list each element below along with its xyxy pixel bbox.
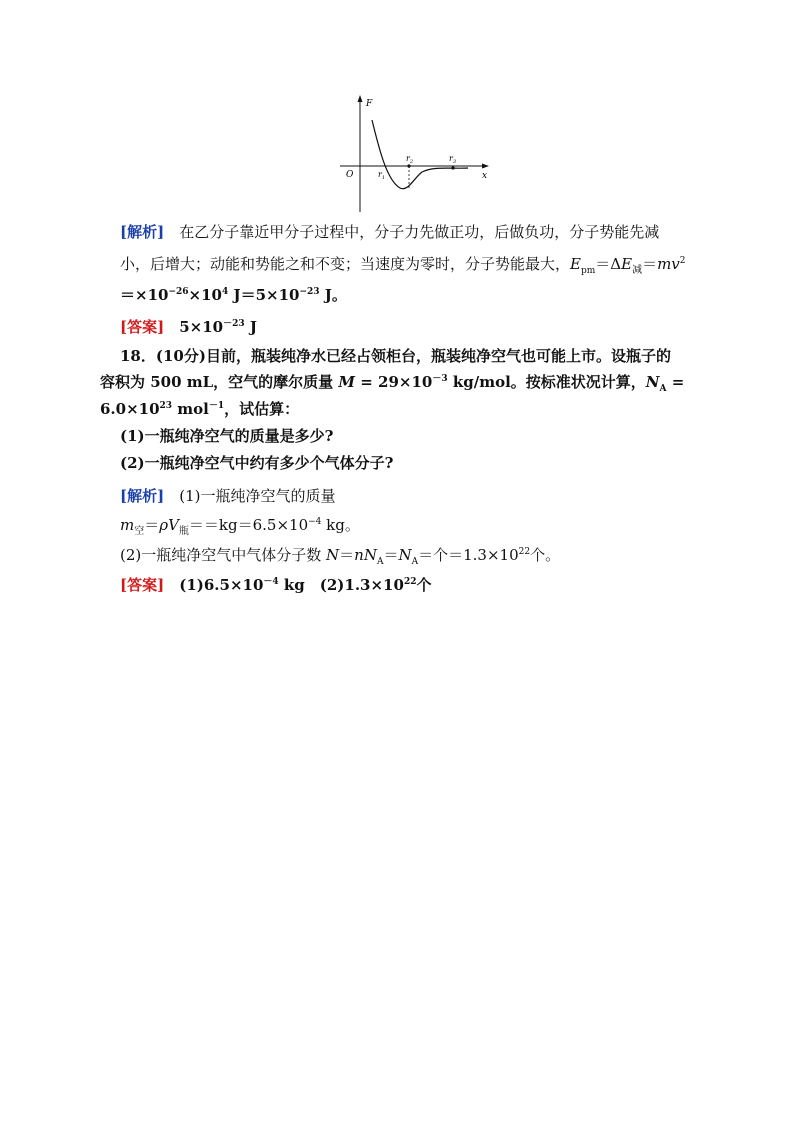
analysis2-line3: (2)一瓶纯净空气中气体分子数 $N=nN_A=N_A=$个$=1.3\times 10^{22}$个。 xyxy=(120,546,561,567)
answer2-line: [答案] $(1)6.5\times 10^{-4}$ kg $(2)1.3\times 10^{22}$个 xyxy=(120,576,432,594)
x-axis-label: x xyxy=(482,171,488,181)
q18-line1: 18．(10分)目前，瓶装纯净水已经占领柜台，瓶装纯净空气也可能上市。设瓶子的 xyxy=(120,347,671,365)
q18-subquestion-1: (1)一瓶纯净空气的质量是多少? xyxy=(120,427,334,445)
answer1-line: [答案] $5\times 10^{-23}$ J xyxy=(120,318,257,336)
force-curve xyxy=(372,120,468,189)
q18-line3: $6.0\times 10^{23}$ mol$^{-1}$，试估算： xyxy=(100,400,300,418)
analysis2-line2: $m_空=\rho V_瓶==kg=6.5\times 10^{-4}$ kg。 xyxy=(120,516,360,537)
force-distance-graph xyxy=(336,92,496,214)
r3-label: $r_3$ xyxy=(449,154,457,165)
analysis1-line2: 小，后增大；动能和势能之和不变；当速度为零时，分子势能最大，$E_{pm}=\Delta E_减=mv^2$ xyxy=(120,255,686,276)
r1-label: $r_1$ xyxy=(378,170,386,181)
answer-tag: [答案] xyxy=(120,576,165,594)
q18-line2: 容积为 500 mL，空气的摩尔质量 $M = 29\times 10^{-3}$ kg/mol。按标准状况计算，$N_A$ = xyxy=(100,373,685,394)
y-axis-arrow-icon xyxy=(358,95,363,102)
r2-label: $r_2$ xyxy=(406,154,414,165)
answer-tag: [答案] xyxy=(120,318,165,336)
analysis-tag: [解析] xyxy=(120,223,165,241)
analysis1-line1: [解析] 在乙分子靠近甲分子过程中，分子力先做正功，后做负功，分子势能先减 xyxy=(120,223,660,241)
r3-point xyxy=(451,166,454,169)
analysis-tag: [解析] xyxy=(120,487,165,505)
q18-subquestion-2: (2)一瓶纯净空气中约有多少个气体分子? xyxy=(120,454,394,472)
analysis2-line1: [解析] (1)一瓶纯净空气的质量 xyxy=(120,487,336,505)
y-axis-label: F xyxy=(366,99,373,109)
x-axis-arrow-icon xyxy=(482,164,489,169)
origin-label: O xyxy=(346,170,354,180)
analysis1-line3: $=\times 10^{-26}\times 10^4$ $J=5\times 10^{-23}$ J。 xyxy=(120,286,347,304)
